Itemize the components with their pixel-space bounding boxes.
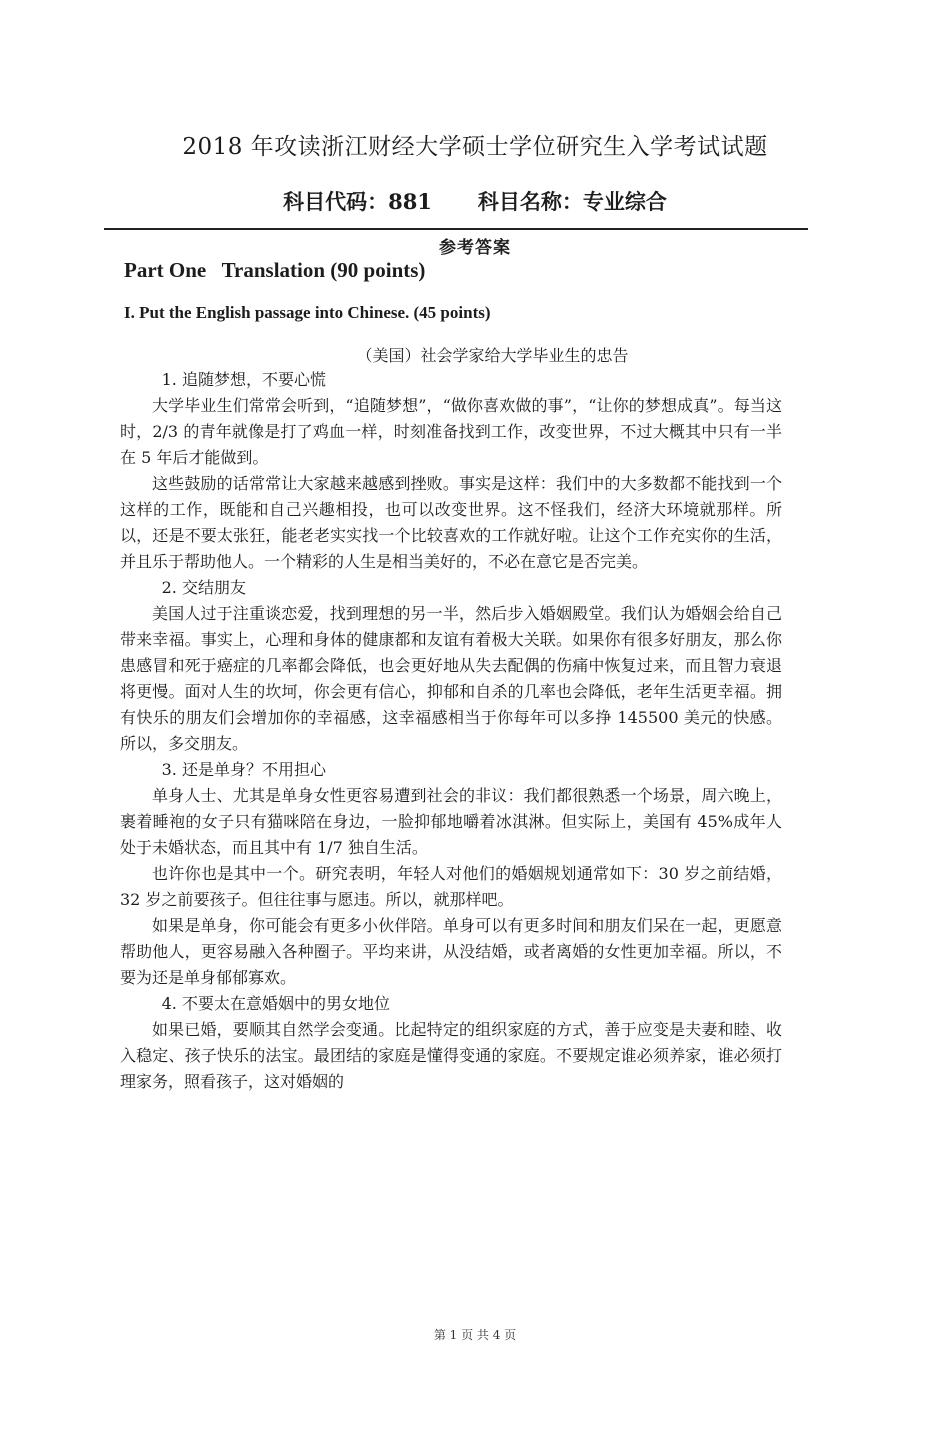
part-heading: Part One Translation (90 points) [124, 258, 426, 282]
subject-code: 科目代码：881 [283, 189, 432, 214]
passage-body [120, 367, 782, 1095]
passage-title: （美国）社会学家给大学毕业生的忠告 [356, 346, 629, 365]
passage-subheading: 2. 交结朋友 [161, 578, 246, 597]
passage-subheading: 3. 还是单身？不用担心 [161, 760, 326, 779]
answer-label: 参考答案 [439, 238, 511, 258]
subject-name: 科目名称：专业综合 [477, 189, 667, 214]
exam-title: 2018 年攻读浙江财经大学硕士学位研究生入学考试试题 [182, 134, 768, 160]
passage-paragraph: 单身人士、尤其是单身女性更容易遭到社会的非议：我们都很熟悉一个场景，周六晚上，裹着睡袍的女子只有猫咪陪在身边，一脸抑郁地嚼着冰淇淋。但实际上，美国有 45%成年人处于未婚状态，而且其中有 1/7 独自生活。 [120, 786, 782, 857]
passage-subheading: 1. 追随梦想，不要心慌 [161, 370, 326, 389]
passage-paragraph: 如果是单身，你可能会有更多小伙伴陪。单身可以有更多时间和朋友们呆在一起，更愿意帮助他人，更容易融入各种圈子。平均来讲，从没结婚，或者离婚的女性更加幸福。所以，不要为还是单身郁郁寡欢。 [120, 916, 782, 987]
header-divider [104, 228, 808, 230]
passage-paragraph: 大学毕业生们常常会听到，“追随梦想”，“做你喜欢做的事”，“让你的梦想成真”。每当这时，2/3 的青年就像是打了鸡血一样，时刻准备找到工作，改变世界，不过大概其中只有一半在 5 年后才能做到。 [120, 396, 782, 467]
passage-subheading: 4. 不要太在意婚姻中的男女地位 [161, 994, 390, 1013]
passage-paragraph: 也许你也是其中一个。研究表明，年轻人对他们的婚姻规划通常如下：30 岁之前结婚，32 岁之前要孩子。但往往事与愿违。所以，就那样吧。 [120, 864, 782, 909]
section-heading: I. Put the English passage into Chinese. (45 points) [124, 303, 491, 322]
passage-paragraph: 如果已婚，要顺其自然学会变通。比起特定的组织家庭的方式，善于应变是夫妻和睦、收入稳定、孩子快乐的法宝。最团结的家庭是懂得变通的家庭。不要规定谁必须养家，谁必须打理家务，照看孩子，这对婚姻的 [120, 1020, 782, 1091]
subject-line [0, 186, 950, 216]
passage-paragraph: 美国人过于注重谈恋爱，找到理想的另一半，然后步入婚姻殿堂。我们认为婚姻会给自己带来幸福。事实上，心理和身体的健康都和友谊有着极大关联。如果你有很多好朋友，那么你患感冒和死于癌症的几率都会降低，也会更好地从失去配偶的伤痛中恢复过来，而且智力衰退将更慢。面对人生的坎坷，你会更有信心，抑郁和自杀的几率也会降低，老年生活更幸福。拥有快乐的朋友们会增加你的幸福感，这幸福感相当于你每年可以多挣 145500 美元的快感。所以，多交朋友。 [120, 604, 782, 753]
page-footer: 第 1 页 共 4 页 [433, 1328, 517, 1342]
passage-paragraph: 这些鼓励的话常常让大家越来越感到挫败。事实是这样：我们中的大多数都不能找到一个这样的工作，既能和自己兴趣相投，也可以改变世界。这不怪我们，经济大环境就那样。所以，还是不要太张狂，能老老实实找一个比较喜欢的工作就好啦。让这个工作充实你的生活，并且乐于帮助他人。一个精彩的人生是相当美好的，不必在意它是否完美。 [120, 474, 782, 571]
